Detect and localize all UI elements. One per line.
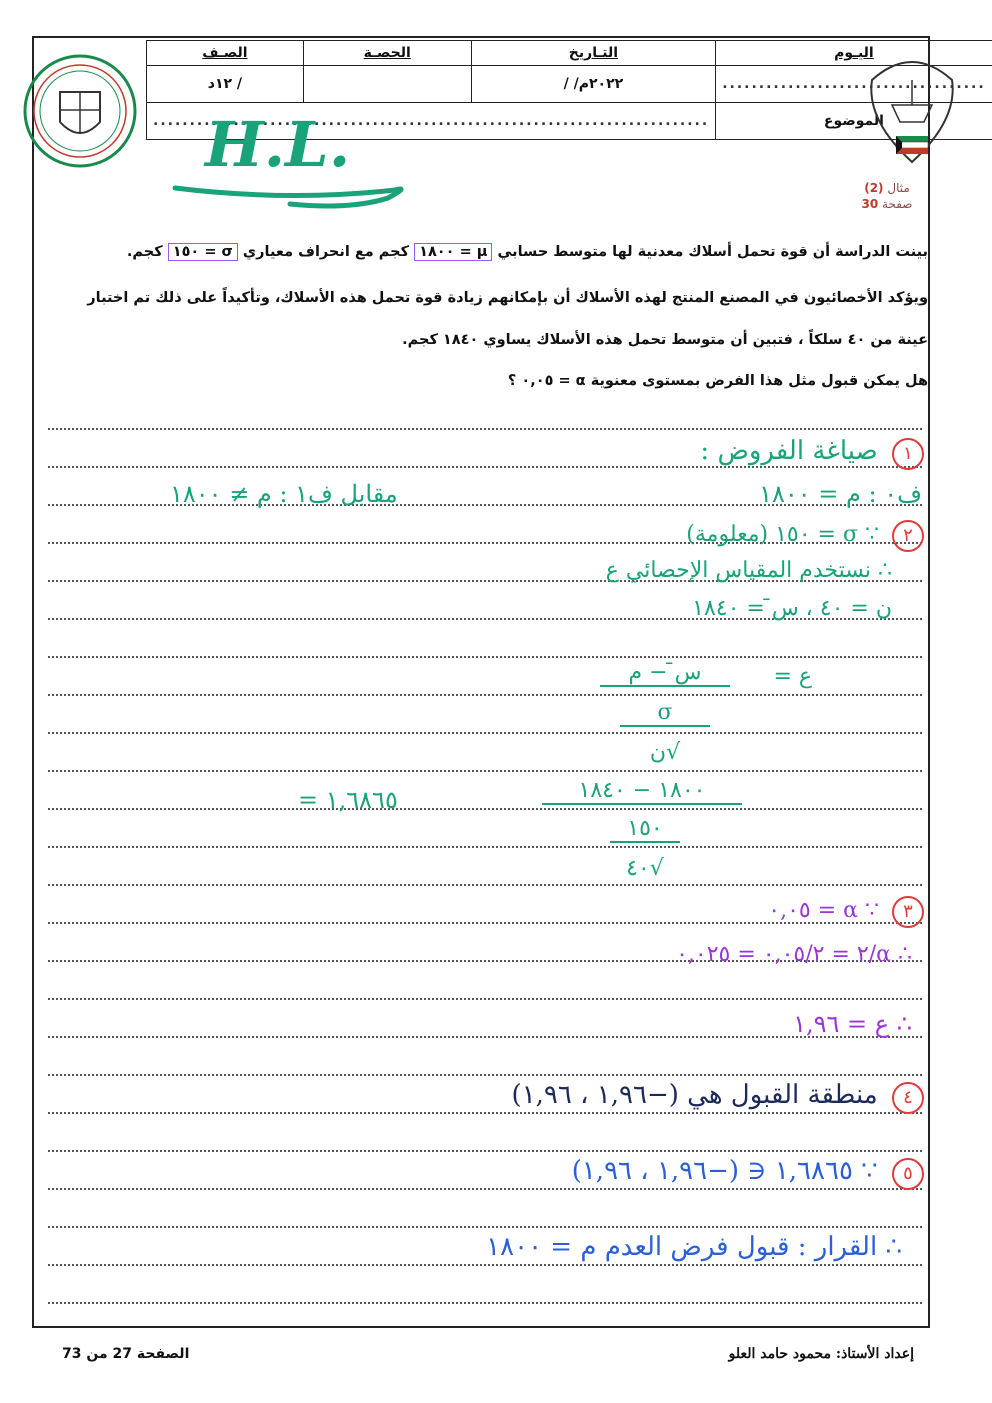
acceptance-region: منطقة القبول هي (−١,٩٦ ، ١,٩٦) bbox=[511, 1080, 878, 1110]
use-z-statistic: ∴ نستخدم المقياس الإحصائي ع bbox=[605, 558, 892, 583]
topic-label: الموضوع bbox=[716, 103, 992, 140]
period-value bbox=[303, 66, 471, 103]
handwritten-title: H.L. bbox=[205, 108, 351, 181]
date-value: / /٢٠٢٢م bbox=[471, 66, 716, 103]
step-5 bbox=[572, 1156, 924, 1190]
ruled-line bbox=[48, 732, 922, 734]
sample-values: ن = ٤٠ ، س̄ = ١٨٤٠ bbox=[692, 596, 892, 621]
decision: ∴ القرار : قبول فرض العدم م = ١٨٠٠ bbox=[486, 1232, 902, 1262]
ruled-line bbox=[48, 846, 922, 848]
ruled-line bbox=[48, 884, 922, 886]
school-seal-icon bbox=[16, 52, 144, 170]
problem-line-3: عينة من ٤٠ سلكاً ، فتبين أن متوسط تحمل هذه الأسلاك يساوي ١٨٤٠ كجم. bbox=[402, 332, 928, 348]
alpha-half: ∴ α/٢ = ٠,٠٥/٢ = ٠,٠٢٥ bbox=[676, 942, 912, 967]
step-4 bbox=[512, 1080, 924, 1114]
formula-den-top: σ bbox=[620, 700, 710, 727]
alpha-value: ∵ α = ٠,٠٥ bbox=[768, 898, 879, 923]
ruled-line bbox=[48, 1036, 922, 1038]
hypothesis-alt: مقابل ف١ : م ≠ ١٨٠٠ bbox=[170, 480, 398, 508]
formula-lhs: ع = bbox=[773, 664, 812, 689]
problem-text-b: كجم مع انحراف معياري bbox=[242, 244, 410, 260]
step-2-number: ٢ bbox=[892, 520, 924, 552]
membership-check: ∵ ١,٦٨٦٥ ∈ (−١,٩٦ ، ١,٩٦) bbox=[571, 1156, 878, 1186]
calc-numerator: ١٨٠٠ − ١٨٤٠ bbox=[542, 778, 742, 805]
problem-text-a: بينت الدراسة أن قوة تحمل أسلاك معدنية لها متوسط حسابي bbox=[497, 244, 928, 260]
class-value: ١٢د / bbox=[147, 66, 304, 103]
mu-value: μ = ١٨٠٠ bbox=[414, 243, 492, 261]
step-4-number: ٤ bbox=[892, 1082, 924, 1114]
topic-value: ............................................................................ bbox=[147, 103, 716, 140]
problem-line-4: هل يمكن قبول مثل هذا الفرض بمستوى معنوية α = ٠,٠٥ ؟ bbox=[507, 373, 928, 389]
ruled-line bbox=[48, 998, 922, 1000]
ruled-line bbox=[48, 808, 922, 810]
underline-swoosh-icon bbox=[170, 170, 420, 215]
step-2 bbox=[686, 520, 924, 552]
problem-text-c: كجم. bbox=[126, 244, 163, 260]
ruled-line bbox=[48, 428, 922, 430]
ruled-line bbox=[48, 1150, 922, 1152]
example-label: مثال bbox=[887, 181, 910, 195]
ruled-line bbox=[48, 656, 922, 658]
class-label: الصـف bbox=[147, 41, 304, 66]
day-label: اليـوم bbox=[716, 41, 992, 66]
step-1 bbox=[700, 436, 924, 470]
formula-den-bottom: √ن bbox=[649, 740, 681, 765]
step-3-number: ٣ bbox=[892, 896, 924, 928]
step-3 bbox=[768, 896, 924, 928]
ruled-line bbox=[48, 1264, 922, 1266]
date-label: التـاريخ bbox=[471, 41, 716, 66]
ruled-line bbox=[48, 770, 922, 772]
hypothesis-null: ف٠ : م = ١٨٠٠ bbox=[759, 480, 922, 508]
step-1-number: ١ bbox=[892, 438, 924, 470]
ruled-line bbox=[48, 1074, 922, 1076]
ruled-line bbox=[48, 694, 922, 696]
ruled-line bbox=[48, 1226, 922, 1228]
example-number: (2) bbox=[864, 181, 884, 195]
step-1-text: صياغة الفروض : bbox=[700, 436, 878, 466]
calc-den-top: ١٥٠ bbox=[610, 816, 680, 843]
kuwait-emblem-icon bbox=[862, 50, 962, 168]
footer-author: إعداد الأستاذ: محمود حامد العلو bbox=[728, 1346, 914, 1362]
z-critical: ∴ ع = ١,٩٦ bbox=[793, 1010, 912, 1038]
ruled-line bbox=[48, 1302, 922, 1304]
page-number: 30 bbox=[861, 197, 879, 211]
calc-result: = ١,٦٨٦٥ bbox=[298, 786, 398, 814]
problem-line-1 bbox=[48, 244, 928, 260]
page-label: صفحة bbox=[882, 197, 913, 211]
step-5-number: ٥ bbox=[892, 1158, 924, 1190]
period-label: الحصـة bbox=[303, 41, 471, 66]
footer-page: الصفحة 27 من 73 bbox=[62, 1346, 190, 1362]
formula-numerator: س̄ − م bbox=[600, 660, 730, 687]
day-value: .................................... bbox=[716, 66, 992, 103]
sigma-known: ∵ σ = ١٥٠ (معلومة) bbox=[686, 522, 879, 547]
calc-den-bottom: √٤٠ bbox=[626, 856, 664, 881]
sigma-value: σ = ١٥٠ bbox=[168, 243, 238, 261]
problem-line-2: ويؤكد الأخصائيون في المصنع المنتج لهذه الأسلاك أن بإمكانهم زيادة قوة تحمل هذه الأسلاك، وتأكيداً على ذلك تم اختبار bbox=[87, 290, 928, 306]
example-note bbox=[852, 180, 922, 212]
